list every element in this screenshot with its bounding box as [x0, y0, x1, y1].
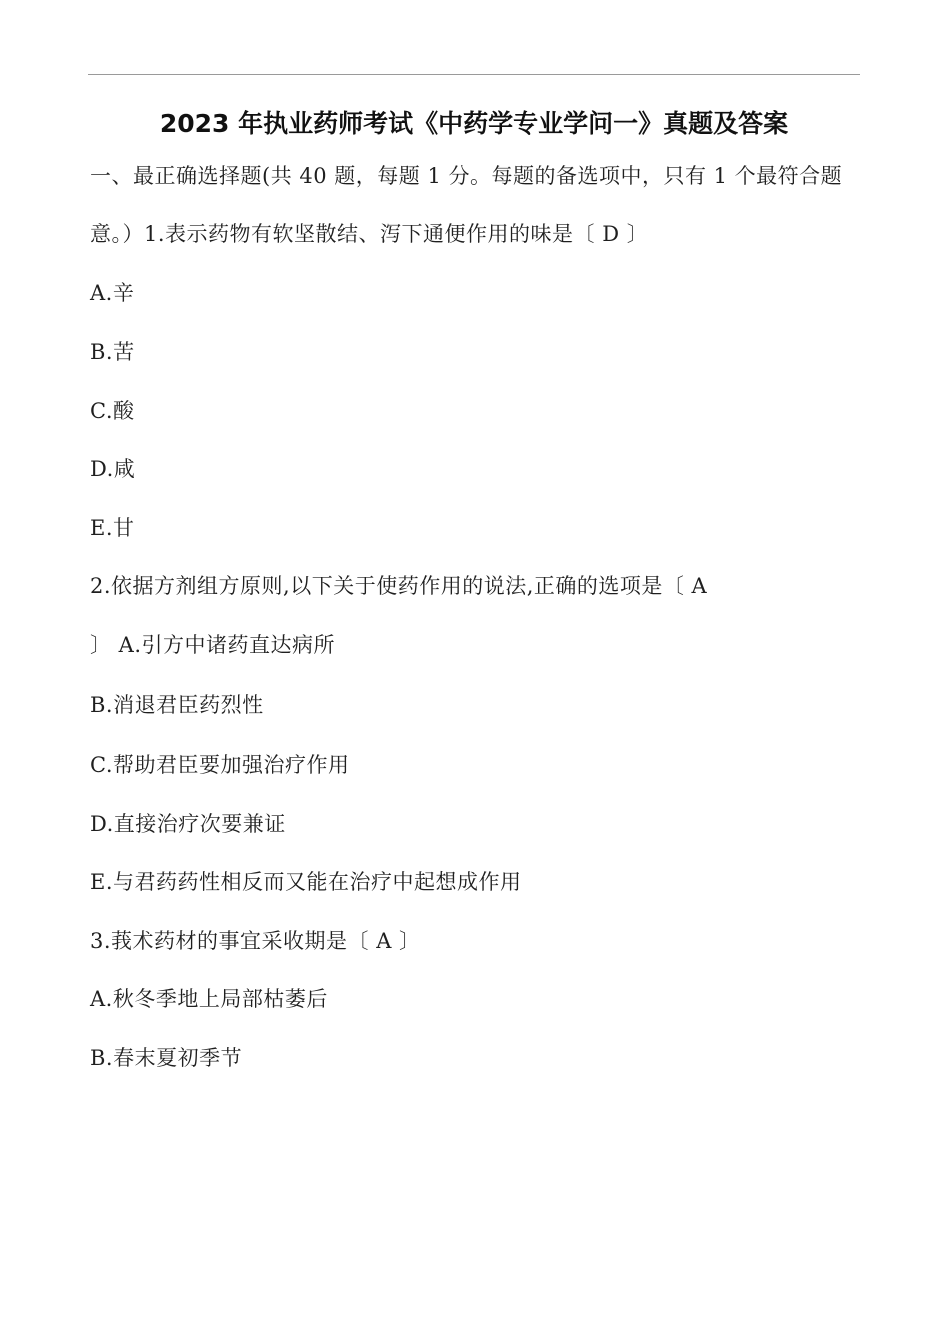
q1-option-a: A.辛	[90, 281, 135, 305]
q2-option-d: D.直接治疗次要兼证	[90, 812, 286, 836]
q2-option-a: 〕 A.引方中诸药直达病所	[90, 633, 336, 657]
q1-option-b: B.苦	[90, 340, 135, 364]
q3-question: 3.莪术药材的事宜采收期是〔 A 〕	[90, 929, 421, 953]
q3-option-b: B.春末夏初季节	[90, 1046, 243, 1070]
q2-option-e: E.与君药药性相反而又能在治疗中起想成作用	[90, 870, 522, 894]
q2-option-b: B.消退君臣药烈性	[90, 693, 264, 717]
q1-option-d: D.咸	[90, 457, 136, 481]
q3-option-a: A.秋冬季地上局部枯萎后	[90, 987, 328, 1011]
q2-question: 2.依据方剂组方原则,以下关于使药作用的说法,正确的选项是〔 A	[90, 574, 708, 598]
q1-option-e: E.甘	[90, 516, 135, 540]
document-title: 2023 年执业药师考试《中药学专业学问一》真题及答案	[159, 109, 789, 138]
q2-option-c: C.帮助君臣要加强治疗作用	[90, 753, 350, 777]
section-intro-line-2: 意。）1.表示药物有软坚散结、泻下通便作用的味是〔 D 〕	[90, 222, 649, 246]
q1-option-c: C.酸	[90, 399, 135, 423]
header-rule	[88, 74, 860, 75]
section-intro-line-1: 一、最正确选择题(共 40 题，每题 1 分。每题的备选项中，只有 1 个最符合题	[90, 164, 843, 188]
